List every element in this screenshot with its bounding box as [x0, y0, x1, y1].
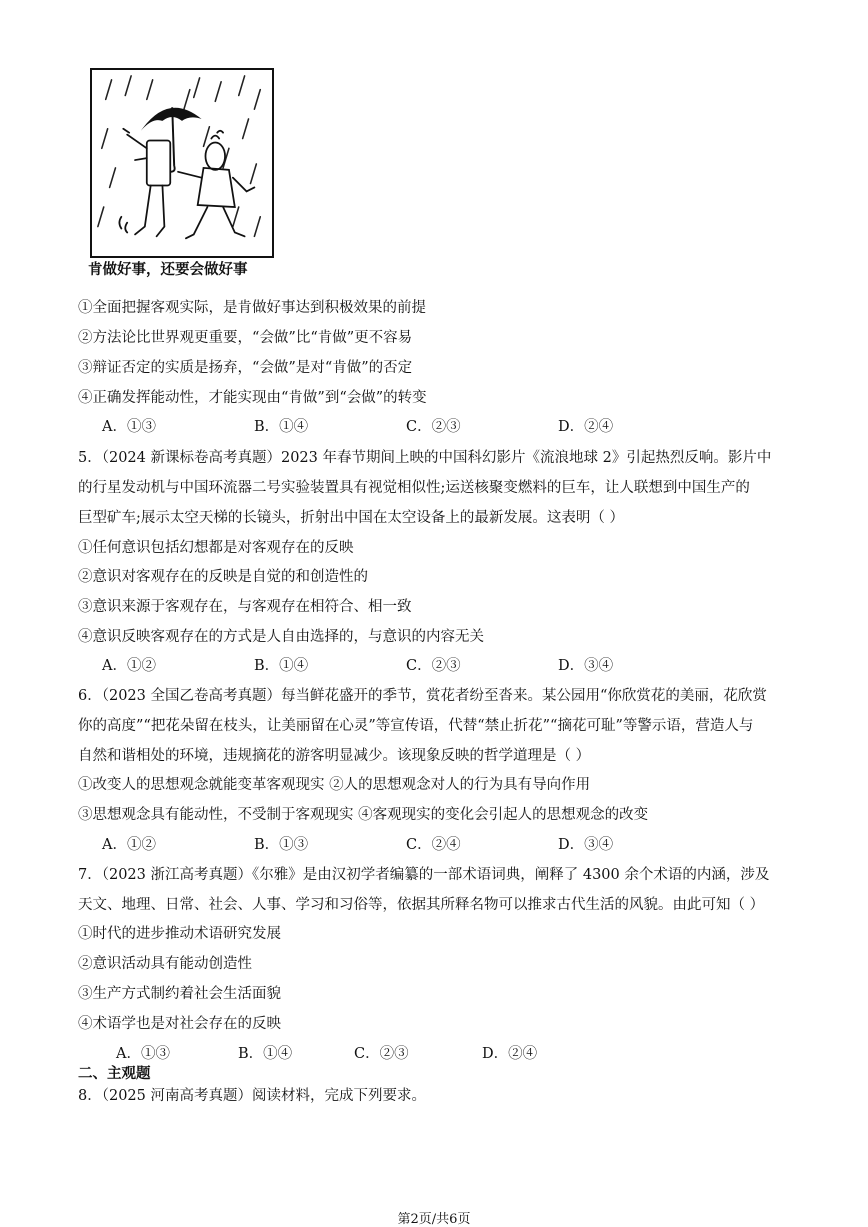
q6-option-b[interactable]: B．①③ [254, 837, 309, 853]
page-footer: 第2页/共6页 [397, 1212, 471, 1227]
q5-statement-2: ②意识对客观存在的反映是自觉的和创造性的 [78, 569, 368, 585]
q7-option-b[interactable]: B．①④ [238, 1046, 293, 1062]
q6-option-d[interactable]: D．③④ [558, 837, 614, 853]
q7-option-c[interactable]: C．②③ [354, 1046, 409, 1062]
q5-stem-line-1: 5．（2024 新课标卷高考真题）2023 年春节期间上映的中国科幻影片《流浪地球 2》引起热烈反响。影片中 [78, 450, 772, 466]
q5-stem-line-2: 的行星发动机与中国环流器二号实验装置具有视觉相似性;运送核聚变燃料的巨车，让人联想到中国生产的 [78, 480, 750, 496]
q6-statement-row-2: ③思想观念具有能动性，不受制于客观现实 ④客观现实的变化会引起人的思想观念的改变 [78, 807, 649, 823]
cartoon-illustration [90, 68, 274, 258]
q7-stem-line-1: 7．（2023 浙江高考真题）《尔雅》是由汉初学者编纂的一部术语词典，阐释了 4300 余个术语的内涵，涉及 [78, 867, 770, 883]
q5-stem-line-3: 巨型矿车;展示太空天梯的长镜头，折射出中国在太空设备上的最新发展。这表明（ ） [78, 510, 624, 526]
q5-statement-3: ③意识来源于客观存在，与客观存在相符合、相一致 [78, 599, 412, 615]
umbrella-cartoon-icon [92, 70, 272, 256]
q6-option-c[interactable]: C．②④ [406, 837, 461, 853]
q4-statement-3: ③辩证否定的实质是扬弃，“会做”是对“肯做”的否定 [78, 360, 413, 376]
q4-options [102, 415, 710, 436]
q7-statement-2: ②意识活动具有能动创造性 [78, 956, 252, 972]
q7-options [116, 1042, 634, 1063]
q5-option-b[interactable]: B．①④ [254, 658, 309, 674]
q4-option-c[interactable]: C．②③ [406, 419, 461, 435]
section-heading-subjective: 二、主观题 [78, 1066, 151, 1082]
q7-statement-1: ①时代的进步推动术语研究发展 [78, 926, 281, 942]
cartoon-caption: 肯做好事，还要会做好事 [88, 262, 248, 278]
q7-stem-line-2: 天文、地理、日常、社会、人事、学习和习俗等，依据其所释名物可以推求古代生活的风貌。由此可知（ ） [78, 897, 765, 913]
q4-option-d[interactable]: D．②④ [558, 419, 614, 435]
q7-option-a[interactable]: A．①③ [116, 1046, 170, 1062]
q4-statement-4: ④正确发挥能动性，才能实现由“肯做”到“会做”的转变 [78, 390, 427, 406]
q6-statement-row-1: ①改变人的思想观念就能变革客观现实 ②人的思想观念对人的行为具有导向作用 [78, 777, 591, 793]
q6-stem-line-3: 自然和谐相处的环境，违规摘花的游客明显减少。该现象反映的哲学道理是（ ） [78, 748, 591, 764]
q6-option-a[interactable]: A．①② [102, 837, 156, 853]
q7-statement-3: ③生产方式制约着社会生活面貌 [78, 986, 281, 1002]
q5-statement-1: ①任何意识包括幻想都是对客观存在的反映 [78, 540, 354, 556]
q7-option-d[interactable]: D．②④ [482, 1046, 538, 1062]
q5-option-d[interactable]: D．③④ [558, 658, 614, 674]
q6-stem-line-1: 6．（2023 全国乙卷高考真题）每当鲜花盛开的季节，赏花者纷至沓来。某公园用“你欣赏花的美丽，花欣赏 [78, 688, 767, 704]
q5-option-c[interactable]: C．②③ [406, 658, 461, 674]
q4-option-a[interactable]: A．①③ [102, 419, 156, 435]
q5-options [102, 654, 710, 675]
q7-statement-4: ④术语学也是对社会存在的反映 [78, 1016, 281, 1032]
q6-options [102, 833, 710, 854]
q6-stem-line-2: 你的高度”“把花朵留在枝头，让美丽留在心灵”等宣传语，代替“禁止折花”“摘花可耻”等警示语，营造人与 [78, 718, 754, 734]
q4-statement-1: ①全面把握客观实际，是肯做好事达到积极效果的前提 [78, 300, 426, 316]
q5-statement-4: ④意识反映客观存在的方式是人自由选择的，与意识的内容无关 [78, 629, 484, 645]
q4-option-b[interactable]: B．①④ [254, 419, 309, 435]
q5-option-a[interactable]: A．①② [102, 658, 156, 674]
q4-statement-2: ②方法论比世界观更重要，“会做”比“肯做”更不容易 [78, 330, 413, 346]
q8-stem: 8．（2025 河南高考真题）阅读材料，完成下列要求。 [78, 1088, 426, 1104]
